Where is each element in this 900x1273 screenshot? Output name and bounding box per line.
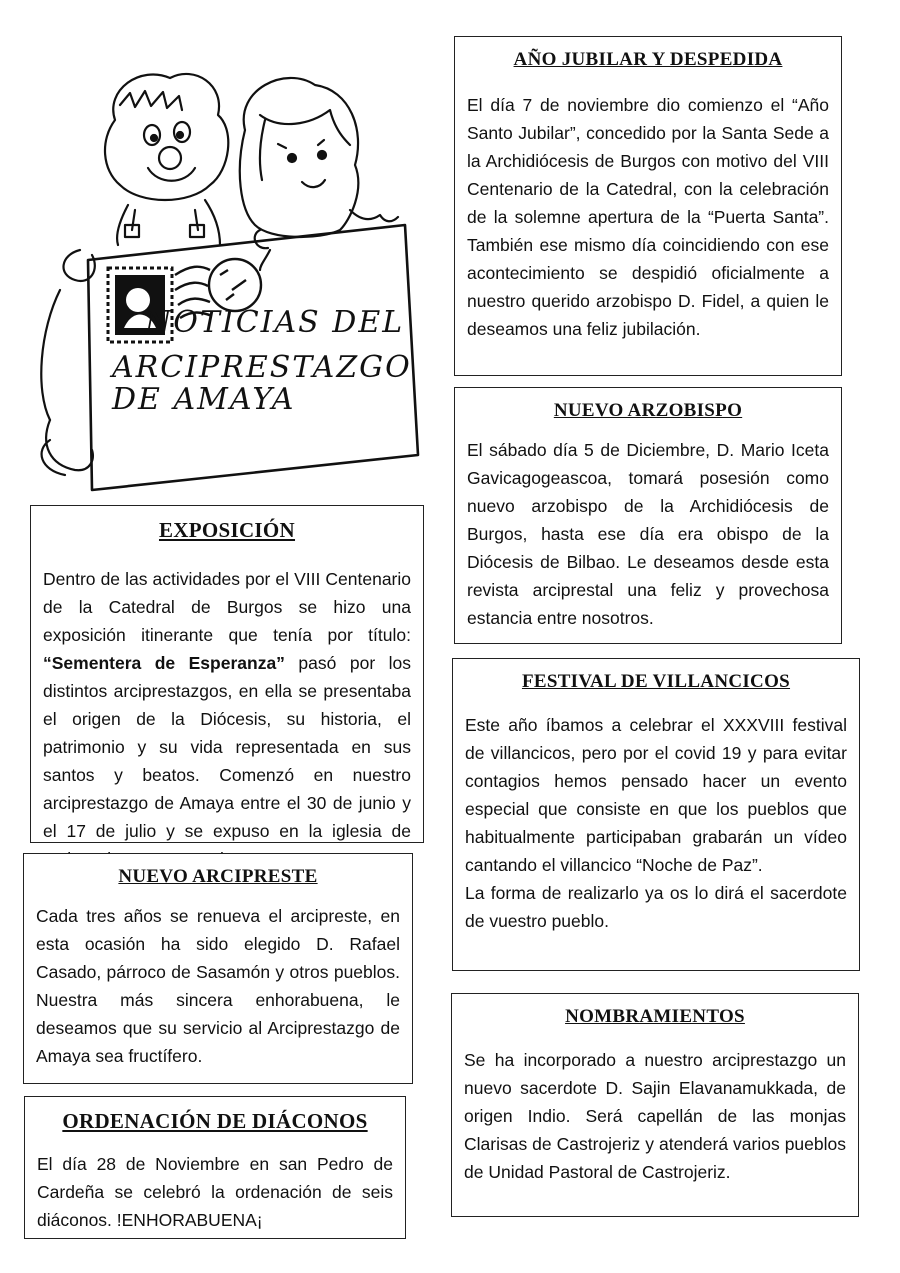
header-illustration bbox=[20, 60, 440, 500]
article-exposicion bbox=[30, 505, 424, 843]
article-title: EXPOSICIÓN bbox=[158, 518, 296, 542]
article-title: NUEVO ARCIPRESTE bbox=[118, 866, 318, 887]
article-ordenacion-diaconos bbox=[24, 1096, 406, 1239]
article-body: Este año íbamos a celebrar el XXXVIII festival de villancicos, pero por el covid 19 y para evitar contagios hemos pensado hacer un evento especial que consiste en que los pueblos que habitualmente participaban grabarán un vídeo cantando el villancico “Noche de Paz”. bbox=[465, 715, 847, 875]
article-ano-jubilar bbox=[454, 36, 842, 376]
article-body: Se ha incorporado a nuestro arciprestazgo un nuevo sacerdote D. Sajin Elavanamukkada, de origen Indio. Será capellán de las monjas Clarisas de Castrojeriz y atenderá varios pueblos de Unidad Pastoral de Castrojeriz. bbox=[464, 1050, 846, 1182]
article-body: El día 7 de noviembre dio comienzo el “Año Santo Jubilar”, concedido por la Santa Sede a la Archidiócesis de Burgos con motivo del VIII Centenario de la Catedral, con la celebración de la solemne apertura de la “Puerta Santa”. También ese mismo día coincidiendo con ese acontecimiento se despidió oficialmente a nuestro querido arzobispo D. Fidel, a quien le deseamos una feliz jubilación. bbox=[467, 95, 829, 339]
article-body-part1: Dentro de las actividades por el VIII Centenario de la Catedral de Burgos se hizo una exposición itinerante que tenía por título: bbox=[43, 569, 411, 645]
article-body: Cada tres años se renueva el arcipreste, en esta ocasión ha sido elegido D. Rafael Casado, párroco de Sasamón y otros pueblos. Nuestra más sincera enhorabuena, le deseamos que su servicio al Arciprestazgo de Amaya sea fructífero. bbox=[36, 906, 400, 1066]
article-title: ORDENACIÓN DE DIÁCONOS bbox=[62, 1109, 368, 1133]
article-title: FESTIVAL DE VILLANCICOS bbox=[521, 671, 791, 692]
article-body-2: La forma de realizarlo ya os lo dirá el sacerdote de vuestro pueblo. bbox=[465, 883, 847, 931]
article-nombramientos bbox=[451, 993, 859, 1217]
article-title: AÑO JUBILAR Y DESPEDIDA bbox=[513, 49, 783, 70]
article-body: El sábado día 5 de Diciembre, D. Mario Iceta Gavicagogeascoa, tomará posesión como nuevo arzobispo de la Archidiócesis de Burgos, hasta ese día era obispo de la Diócesis de Bilbao. Le deseamos desde esta revista arciprestal una feliz y provechosa estancia entre nosotros. bbox=[467, 440, 829, 628]
sign-title-line2: ARCIPRESTAZGO bbox=[112, 350, 412, 385]
article-body: El día 28 de Noviembre en san Pedro de Cardeña se celebró la ordenación de seis diáconos. !ENHORABUENA¡ bbox=[37, 1154, 393, 1230]
sign-title-line3: DE AMAYA bbox=[112, 382, 296, 417]
exhibition-title: “Sementera de Esperanza” bbox=[43, 653, 285, 673]
article-title: NOMBRAMIENTOS bbox=[565, 1006, 745, 1027]
article-nuevo-arzobispo bbox=[454, 387, 842, 644]
article-title: NUEVO ARZOBISPO bbox=[553, 400, 743, 421]
article-body bbox=[43, 565, 411, 873]
sign-title-line1: NOTICIAS DEL bbox=[145, 305, 405, 340]
article-body-part2: pasó por los distintos arciprestazgos, en ella se presentaba el origen de la Diócesis, su historia, el patrimonio y su vida representada en sus santos y beatos. Comenzó en nuestro arciprestazgo de Amaya entre el 30 de junio y el 17 de julio y se expuso en la iglesia de bbox=[43, 653, 412, 841]
children-holding-sign-illustration bbox=[20, 60, 440, 500]
article-nuevo-arcipreste bbox=[23, 853, 413, 1084]
article-festival-villancicos bbox=[452, 658, 860, 971]
